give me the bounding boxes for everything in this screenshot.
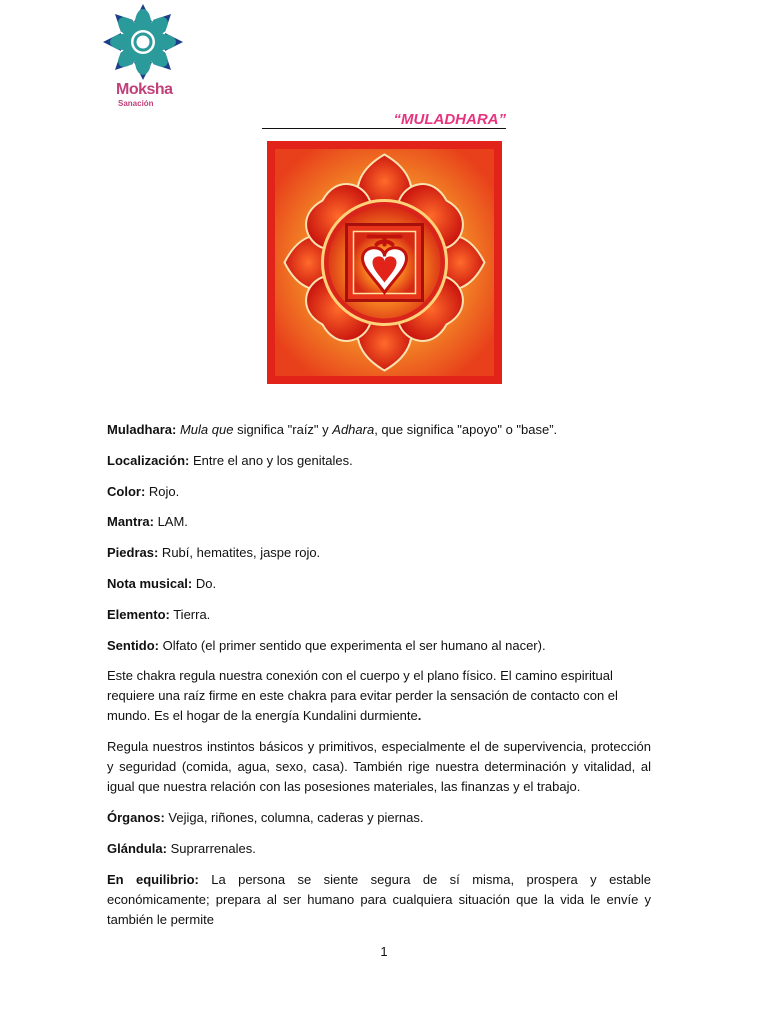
chakra-image	[267, 141, 502, 384]
text-color: Rojo.	[145, 483, 180, 499]
label-sentido: Sentido:	[107, 637, 159, 653]
text-elemento: Tierra.	[169, 606, 211, 622]
muladhara-chakra-icon	[267, 141, 502, 384]
term-mula: Mula que	[179, 422, 234, 437]
text-equilibrio: La persona se siente segura de sí misma, prospera y estable económicamente; prepara al ser humano para cualquiera situación que la vida le envíe y también le permite	[107, 871, 651, 927]
logo-name: Moksha	[116, 81, 173, 98]
paragraph-elemento	[107, 605, 651, 625]
document-body	[107, 420, 651, 940]
page-title: “MULADHARA”	[393, 111, 506, 128]
term-adhara: Adhara	[332, 422, 375, 437]
paragraph-equilibrio	[107, 870, 651, 930]
label-elemento: Elemento:	[107, 606, 170, 622]
text-sentido: Olfato (el primer sentido que experimenta el ser humano al nacer).	[159, 637, 546, 653]
text-piedras: Rubí, hematites, jaspe rojo.	[158, 545, 321, 561]
text-instintos: Regula nuestros instintos básicos y primitivos, especialmente el de supervivencia, protección y seguridad (comida, agua, sexo, casa). También rige nuestra determinación y vitalidad, al igual que nuestra relación con las posesiones materiales, las finanzas y el trabajo.	[107, 739, 651, 795]
logo-subtitle: Sanación	[118, 99, 154, 108]
paragraph-nota-musical	[107, 574, 651, 594]
text-muladhara-2: , que significa "apoyo" o "base”.	[374, 422, 558, 437]
page-number: 1	[380, 944, 388, 959]
paragraph-localizacion	[107, 451, 651, 471]
paragraph-organos	[107, 808, 651, 828]
title-underline	[262, 112, 506, 129]
text-localizacion: Entre el ano y los genitales.	[189, 452, 353, 468]
text-conexion: Este chakra regula nuestra conexión con el cuerpo y el plano físico. El camino espiritual requiere una raíz firme en este chakra para evitar perder la sensación de contacto con el mundo. Es el hogar de la energía Kundalini durmiente	[107, 668, 618, 724]
paragraph-conexion	[107, 666, 651, 726]
label-glandula: Glándula:	[107, 840, 167, 856]
paragraph-color	[107, 482, 651, 502]
paragraph-instintos	[107, 737, 651, 797]
text-muladhara-1: significa "raíz" y	[233, 422, 333, 437]
paragraph-glandula	[107, 839, 651, 859]
label-mantra: Mantra:	[107, 514, 154, 530]
text-mantra: LAM.	[153, 514, 188, 530]
paragraph-piedras	[107, 543, 651, 563]
label-localizacion: Localización:	[107, 452, 190, 468]
paragraph-sentido	[107, 636, 651, 656]
label-color: Color:	[107, 483, 146, 499]
text-glandula: Suprarrenales.	[166, 840, 256, 856]
text-nota-musical: Do.	[192, 575, 217, 591]
lotus-mandala-icon	[98, 2, 188, 82]
paragraph-muladhara	[107, 420, 651, 440]
paragraph-mantra	[107, 512, 651, 532]
label-organos: Órganos:	[107, 809, 165, 825]
label-muladhara: Muladhara:	[107, 422, 177, 437]
moksha-logo	[98, 2, 188, 110]
text-conexion-end: .	[417, 708, 422, 724]
text-organos: Vejiga, riñones, columna, caderas y piernas.	[164, 809, 424, 825]
label-equilibrio: En equilibrio:	[107, 871, 199, 887]
label-nota-musical: Nota musical:	[107, 575, 193, 591]
label-piedras: Piedras:	[107, 545, 159, 561]
